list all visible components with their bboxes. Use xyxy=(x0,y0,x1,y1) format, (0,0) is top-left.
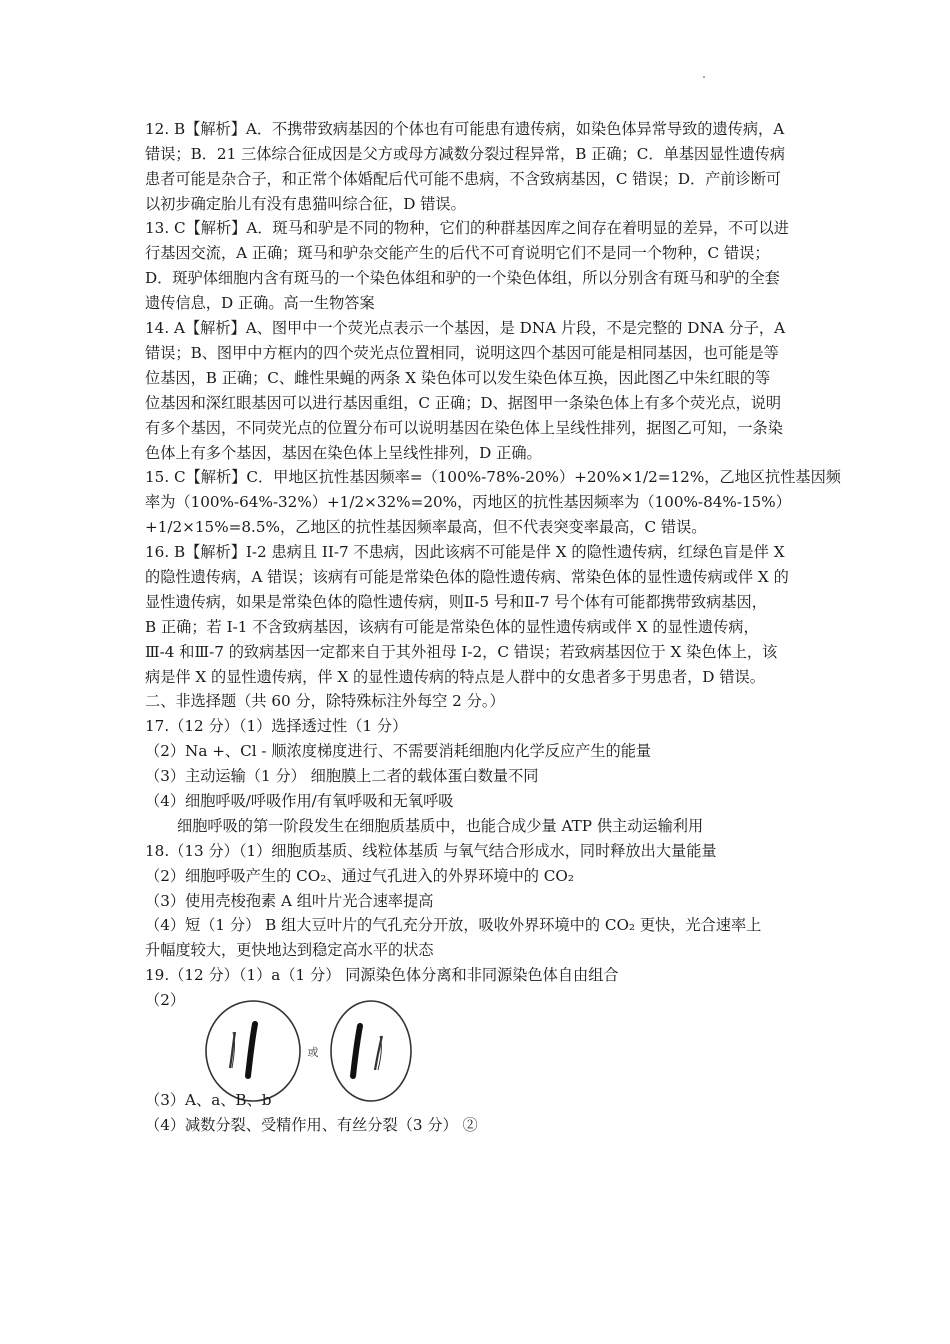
text-line: B 正确；若 I-1 不含致病基因，该病有可能是常染色体的显性遗传病或伴 X 的显性遗传病， xyxy=(145,618,759,636)
text-line: 有多个基因，不同荧光点的位置分布可以说明基因在染色体上呈线性排列，据图乙可知，一条染 xyxy=(145,419,783,437)
text-line: （3）A、a、B、b xyxy=(145,1091,272,1109)
text-line: （4）细胞呼吸/呼吸作用/有氧呼吸和无氧呼吸 xyxy=(145,792,454,810)
text-line: 位基因，B 正确；C、雌性果蝇的两条 X 染色体可以发生染色体互换，因此图乙中朱红眼的等 xyxy=(145,369,771,387)
text-line: 率为（100%-64%-32%）+1/2×32%=20%，丙地区的抗性基因频率为（100%-84%-15%） xyxy=(145,493,791,511)
text-line: 升幅度较大，更快地达到稳定高水平的状态 xyxy=(145,941,434,959)
cell-circle-left xyxy=(206,1001,300,1101)
text-line: 12. B【解析】A．不携带致病基因的个体也有可能患有遗传病，如染色体异常导致的遗传病，A xyxy=(145,120,785,138)
text-line: 行基因交流，A 正确；斑马和驴杂交能产生的后代不可育说明它们不是同一个物种，C 错误； xyxy=(145,244,770,262)
page-mark xyxy=(703,76,705,78)
section-heading: 二、非选择题（共 60 分，除特殊标注外每空 2 分。） xyxy=(145,692,505,710)
text-line: 患者可能是杂合子，和正常个体婚配后代可能不患病，不含致病基因，C 错误；D．产前诊断可 xyxy=(145,170,782,188)
text-line: 细胞呼吸的第一阶段发生在细胞质基质中，也能合成少量 ATP 供主动运输利用 xyxy=(177,817,704,835)
text-line: 错误；B．21 三体综合征成因是父方或母方减数分裂过程异常，B 正确；C．单基因显性遗传病 xyxy=(145,145,786,163)
text-line: 的隐性遗传病，A 错误；该病有可能是常染色体的隐性遗传病、常染色体的显性遗传病或伴 X 的 xyxy=(145,568,789,586)
cell-circle-right xyxy=(331,1001,411,1101)
text-line: 色体上有多个基因，基因在染色体上呈线性排列，D 正确。 xyxy=(145,444,542,462)
text-line: （4）短（1 分） B 组大豆叶片的气孔充分开放，吸收外界环境中的 CO₂ 更快，光合速率上 xyxy=(145,916,762,934)
text-line: 17.（12 分）（1）选择透过性（1 分） xyxy=(145,717,408,735)
text-line: 16. B【解析】I-2 患病且 II-7 不患病，因此该病不可能是伴 X 的隐性遗传病，红绿色盲是伴 X xyxy=(145,543,785,561)
text-line: 14. A【解析】A、图甲中一个荧光点表示一个基因，是 DNA 片段，不是完整的 DNA 分子，A xyxy=(145,319,786,337)
text-line: Ⅲ-4 和Ⅲ-7 的致病基因一定都来自于其外祖母 I-2，C 错误；若致病基因位于 X 染色体上，该 xyxy=(145,643,778,661)
text-line: 19.（12 分）（1）a（1 分） 同源染色体分离和非同源染色体自由组合 xyxy=(145,966,619,984)
text-line: 15. C【解析】C．甲地区抗性基因频率=（100%-78%-20%）+20%×1/2=12%，乙地区抗性基因频 xyxy=(145,468,841,486)
text-line: （3）使用壳梭孢素 A 组叶片光合速率提高 xyxy=(145,892,434,910)
text-line: 18.（13 分）（1）细胞质基质、线粒体基质 与氧气结合形成水，同时释放出大量能量 xyxy=(145,842,717,860)
figure-connector-label: 或 xyxy=(307,1046,319,1059)
text-line: +1/2×15%=8.5%，乙地区的抗性基因频率最高，但不代表突变率最高，C 错误。 xyxy=(145,518,707,536)
text-line: D．斑驴体细胞内含有斑马的一个染色体组和驴的一个染色体组，所以分别含有斑马和驴的全套 xyxy=(145,269,780,287)
text-line: 病是伴 X 的显性遗传病，伴 X 的显性遗传病的特点是人群中的女患者多于男患者，D 错误。 xyxy=(145,668,765,686)
text-line: 遗传信息，D 正确。高一生物答案 xyxy=(145,294,375,312)
text-line: （4）减数分裂、受精作用、有丝分裂（3 分） ② xyxy=(145,1116,478,1134)
text-line: 以初步确定胎儿有没有患猫叫综合征，D 错误。 xyxy=(145,195,466,213)
text-line: （3）主动运输（1 分） 细胞膜上二者的载体蛋白数量不同 xyxy=(145,767,539,785)
text-line: （2）细胞呼吸产生的 CO₂、通过气孔进入的外界环境中的 CO₂ xyxy=(145,867,574,885)
text-line: 显性遗传病，如果是常染色体的隐性遗传病，则Ⅱ-5 号和Ⅱ-7 号个体有可能都携带致病基因， xyxy=(145,593,767,611)
text-line: 13. C【解析】A．斑马和驴是不同的物种，它们的种群基因库之间存在着明显的差异，不可以进 xyxy=(145,219,789,237)
text-line: 位基因和深红眼基因可以进行基因重组，C 正确；D、据图甲一条染色体上有多个荧光点，说明 xyxy=(145,394,782,412)
text-line: （2）Na +、Cl - 顺浓度梯度进行、不需要消耗细胞内化学反应产生的能量 xyxy=(145,742,652,760)
text-line: （2） xyxy=(145,991,186,1009)
text-line: 错误；B、图甲中方框内的四个荧光点位置相同，说明这四个基因可能是相同基因，也可能是等 xyxy=(145,344,779,362)
